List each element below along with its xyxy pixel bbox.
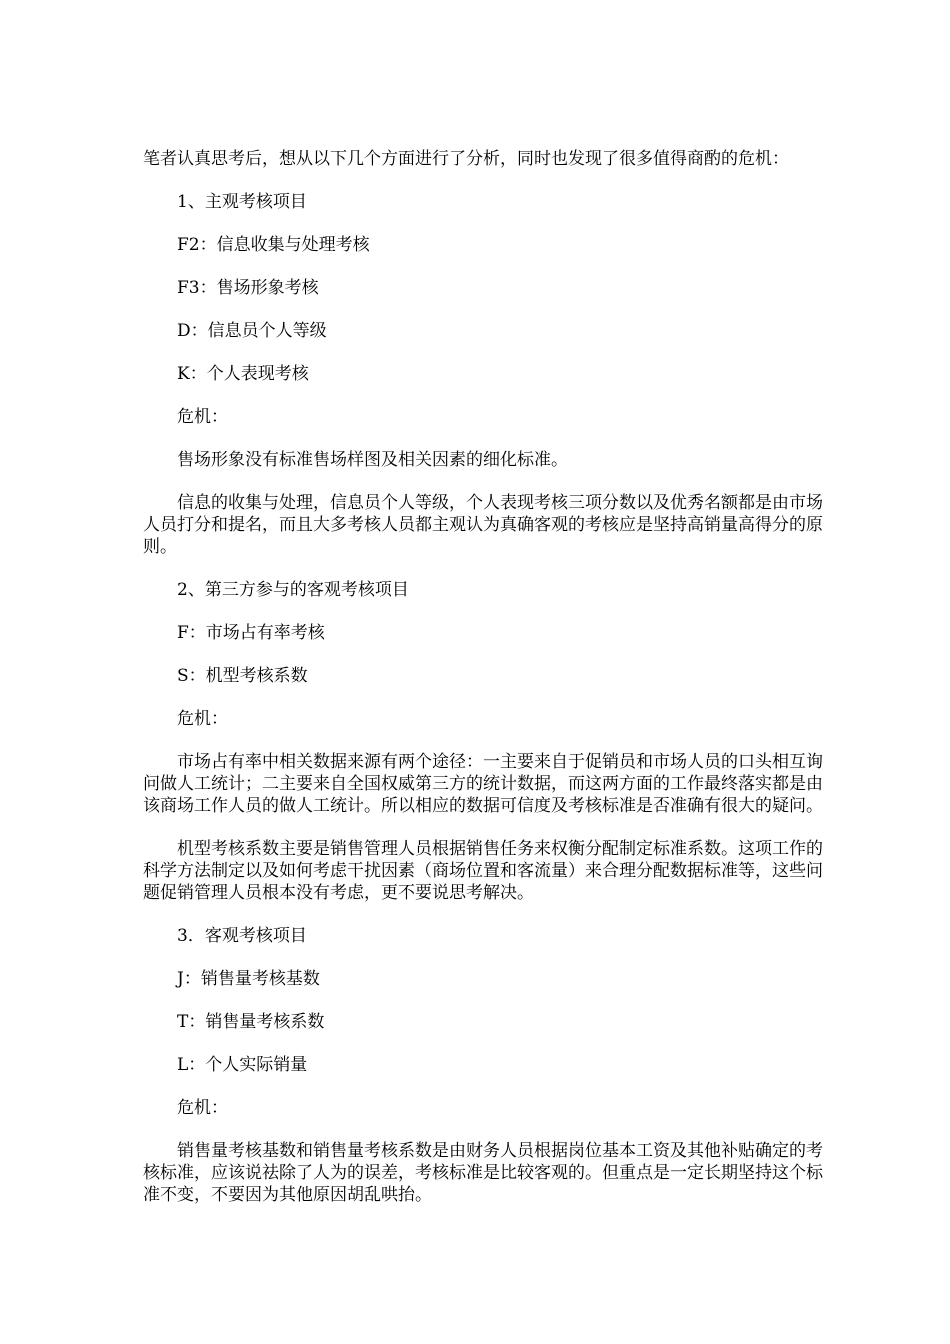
item-f: F：市场占有率考核 — [177, 623, 325, 643]
item-j: J：销售量考核基数 — [177, 969, 320, 989]
document-body — [143, 148, 823, 1206]
item-d: D：信息员个人等级 — [177, 321, 327, 341]
crisis-paragraph-3: 销售量考核基数和销售量考核系数是由财务人员根据岗位基本工资及其他补贴确定的考核标准，应该说祛除了人为的误差，考核标准是比较客观的。但重点是一定长期坚持这个标准不变，不要因为其他原因胡乱哄抬。 — [143, 1141, 823, 1205]
item-l: L：个人实际销量 — [177, 1055, 308, 1075]
crisis-paragraph-1a: 售场形象没有标准售场样图及相关因素的细化标准。 — [177, 450, 568, 470]
section-heading-objective: 3．客观考核项目 — [177, 926, 307, 946]
crisis-paragraph-2b: 机型考核系数主要是销售管理人员根据销售任务来权衡分配制定标准系数。这项工作的科学方法制定以及如何考虑干扰因素（商场位置和客流量）来合理分配数据标准等，这些问题促销管理人员根本没有考虑，更不要说思考解决。 — [143, 839, 823, 903]
crisis-paragraph-2a: 市场占有率中相关数据来源有两个途径：一主要来自于促销员和市场人员的口头相互询问做人工统计；二主要来自全国权威第三方的统计数据，而这两方面的工作最终落实都是由该商场工作人员的做人工统计。所以相应的数据可信度及考核标准是否准确有很大的疑问。 — [143, 752, 823, 816]
item-k: K：个人表现考核 — [177, 364, 309, 384]
item-f3: F3：售场形象考核 — [177, 278, 319, 298]
item-f2: F2：信息收集与处理考核 — [177, 235, 370, 255]
section-heading-subjective: 1、主观考核项目 — [177, 192, 307, 212]
crisis-label-2: 危机： — [177, 709, 228, 729]
item-s: S：机型考核系数 — [177, 666, 308, 686]
section-heading-third-party: 2、第三方参与的客观考核项目 — [177, 580, 409, 600]
crisis-label-3: 危机： — [177, 1098, 228, 1118]
intro-paragraph: 笔者认真思考后，想从以下几个方面进行了分析，同时也发现了很多值得商酌的危机： — [143, 149, 789, 169]
item-t: T：销售量考核系数 — [177, 1012, 325, 1032]
crisis-paragraph-1b: 信息的收集与处理，信息员个人等级，个人表现考核三项分数以及优秀名额都是由市场人员打分和提名，而且大多考核人员都主观认为真确客观的考核应是坚持高销量高得分的原则。 — [143, 493, 823, 557]
crisis-label-1: 危机： — [177, 407, 228, 427]
